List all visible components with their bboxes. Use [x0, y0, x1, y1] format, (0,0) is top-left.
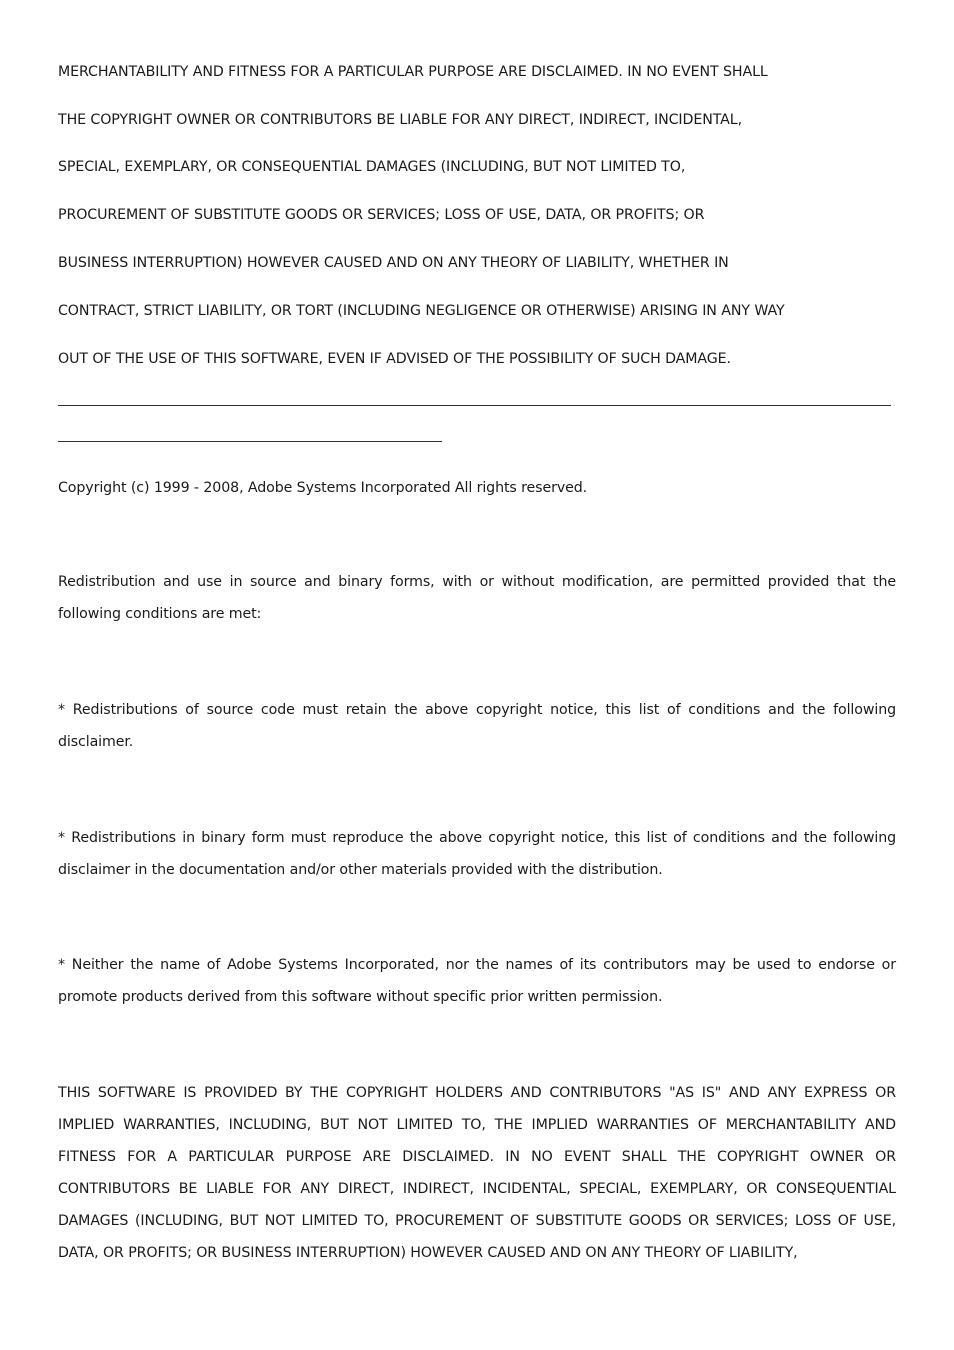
disclaimer-line-4: PROCUREMENT OF SUBSTITUTE GOODS OR SERVICES; LOSS OF USE, DATA, OR PROFITS; OR [58, 207, 705, 223]
disclaimer-line-7: OUT OF THE USE OF THIS SOFTWARE, EVEN IF ADVISED OF THE POSSIBILITY OF SUCH DAMAGE. [58, 351, 731, 367]
disclaimer-line-5: BUSINESS INTERRUPTION) HOWEVER CAUSED AND ON ANY THEORY OF LIABILITY, WHETHER IN [58, 255, 729, 271]
disclaimer-line-1: MERCHANTABILITY AND FITNESS FOR A PARTICULAR PURPOSE ARE DISCLAIMED. IN NO EVENT SHALL [58, 64, 768, 80]
copyright-notice: Copyright (c) 1999 - 2008, Adobe Systems Incorporated All rights reserved. [58, 480, 588, 496]
condition-no-endorsement: * Neither the name of Adobe Systems Incorporated, nor the names of its contributors may be used to endorse or promote products derived from this software without specific prior written permission. [58, 957, 896, 1005]
separator-rule-long [58, 405, 891, 406]
condition-source-code: * Redistributions of source code must retain the above copyright notice, this list of conditions and the following disclaimer. [58, 702, 896, 750]
warranty-disclaimer-paragraph: THIS SOFTWARE IS PROVIDED BY THE COPYRIGHT HOLDERS AND CONTRIBUTORS "AS IS" AND ANY EXPRESS OR IMPLIED WARRANTIES, INCLUDING, BUT NOT LIMITED TO, THE IMPLIED WARRANTIES OF MERCHANTABILITY AND FITNESS FOR A PARTICULAR PURPOSE ARE DISCLAIMED. IN NO EVENT SHALL THE COPYRIGHT OWNER OR CONTRIBUTORS BE LIABLE FOR ANY DIRECT, INDIRECT, INCIDENTAL, SPECIAL, EXEMPLARY, OR CONSEQUENTIAL DAMAGES (INCLUDING, BUT NOT LIMITED TO, PROCUREMENT OF SUBSTITUTE GOODS OR SERVICES; LOSS OF USE, DATA, OR PROFITS; OR BUSINESS INTERRUPTION) HOWEVER CAUSED AND ON ANY THEORY OF LIABILITY, [58, 1085, 896, 1261]
condition-binary-form: * Redistributions in binary form must reproduce the above copyright notice, this list of conditions and the following disclaimer in the documentation and/or other materials provided with the distribution. [58, 830, 896, 878]
disclaimer-line-2: THE COPYRIGHT OWNER OR CONTRIBUTORS BE LIABLE FOR ANY DIRECT, INDIRECT, INCIDENTAL, [58, 112, 742, 128]
disclaimer-line-3: SPECIAL, EXEMPLARY, OR CONSEQUENTIAL DAMAGES (INCLUDING, BUT NOT LIMITED TO, [58, 159, 686, 175]
disclaimer-line-6: CONTRACT, STRICT LIABILITY, OR TORT (INCLUDING NEGLIGENCE OR OTHERWISE) ARISING IN ANY WAY [58, 303, 785, 319]
separator-rule-short [58, 441, 442, 442]
redistribution-paragraph: Redistribution and use in source and binary forms, with or without modification, are permitted provided that the following conditions are met: [58, 574, 896, 622]
